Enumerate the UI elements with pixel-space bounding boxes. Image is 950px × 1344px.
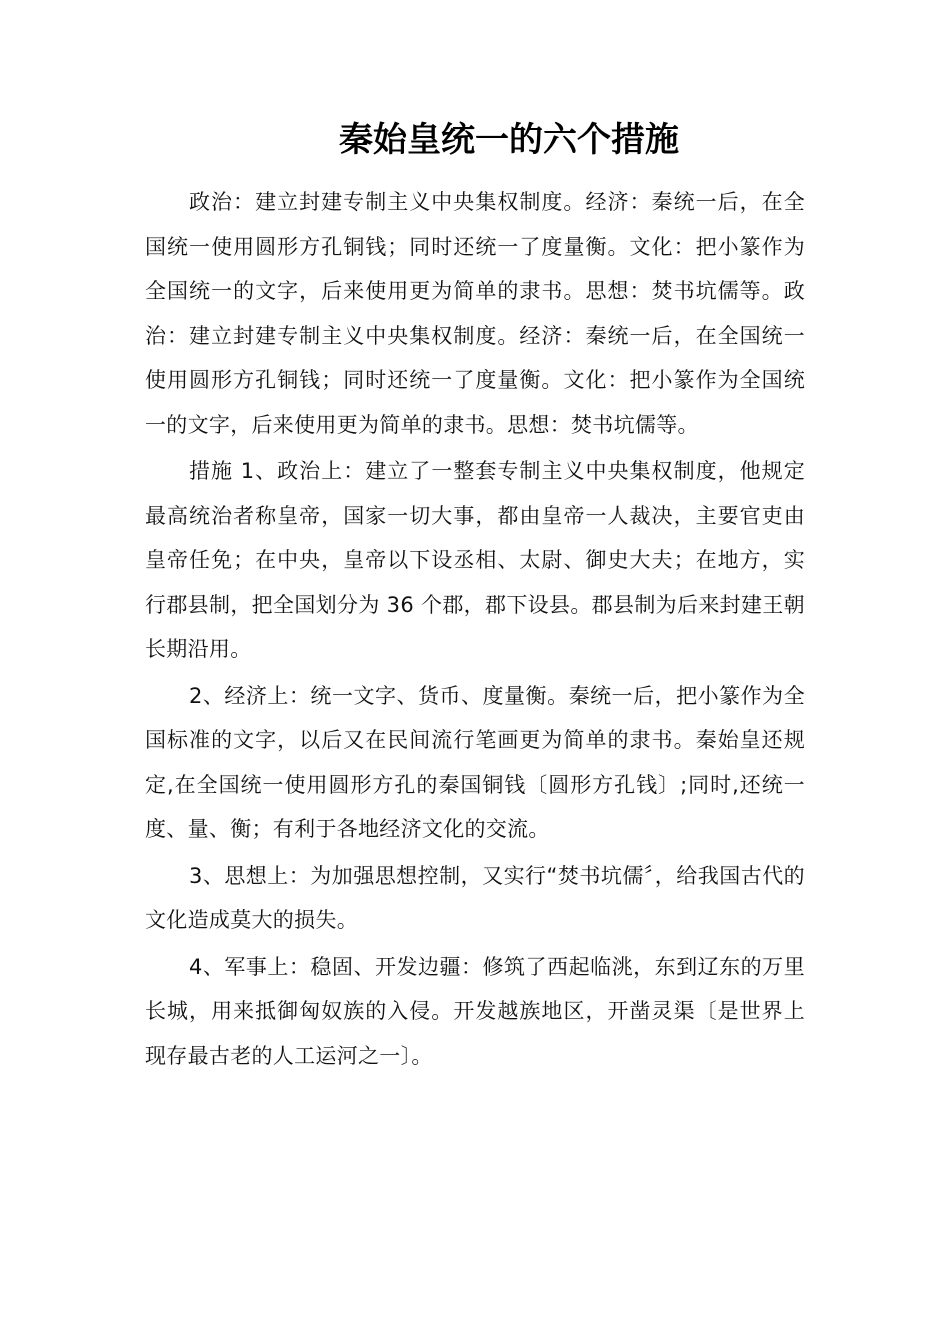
paragraph-political: 措施 1、政治上：建立了一整套专制主义中央集权制度，他规定最高统治者称皇帝，国家一切大事，都由皇帝一人裁决，主要官吏由皇帝任免；在中央，皇帝以下设丞相、太尉、御史大夫；在地方，实行郡县制，把全国划分为 36 个郡，郡下设县。郡县制为后来封建王朝长期沿用。: [145, 459, 805, 661]
document-title: 秦始皇统一的六个措施: [339, 120, 679, 160]
paragraph-military: 4、军事上：稳固、开发边疆：修筑了西起临洮，东到辽东的万里长城，用来抵御匈奴族的入侵。开发越族地区，开凿灵渠〔是世界上现存最古老的人工运河之一〕。: [145, 954, 805, 1068]
document-body: [145, 180, 805, 1080]
paragraph-economic: 2、经济上：统一文字、货币、度量衡。秦统一后，把小篆作为全国标准的文字，以后又在民间流行笔画更为简单的隶书。秦始皇还规定,在全国统一使用圆形方孔的秦国铜钱〔圆形方孔钱〕;同时,还统一度、量、衡；有利于各地经济文化的交流。: [145, 683, 805, 841]
paragraph-ideological: 3、思想上：为加强思想控制，又实行“焚书坑儒〞，给我国古代的文化造成莫大的损失。: [145, 863, 805, 932]
paragraph-summary: 政治：建立封建专制主义中央集权制度。经济：秦统一后，在全国统一使用圆形方孔铜钱；同时还统一了度量衡。文化：把小篆作为全国统一的文字，后来使用更为简单的隶书。思想：焚书坑儒等。政治：建立封建专制主义中央集权制度。经济：秦统一后，在全国统一使用圆形方孔铜钱；同时还统一了度量衡。文化：把小篆作为全国统一的文字，后来使用更为简单的隶书。思想：焚书坑儒等。: [145, 190, 805, 437]
